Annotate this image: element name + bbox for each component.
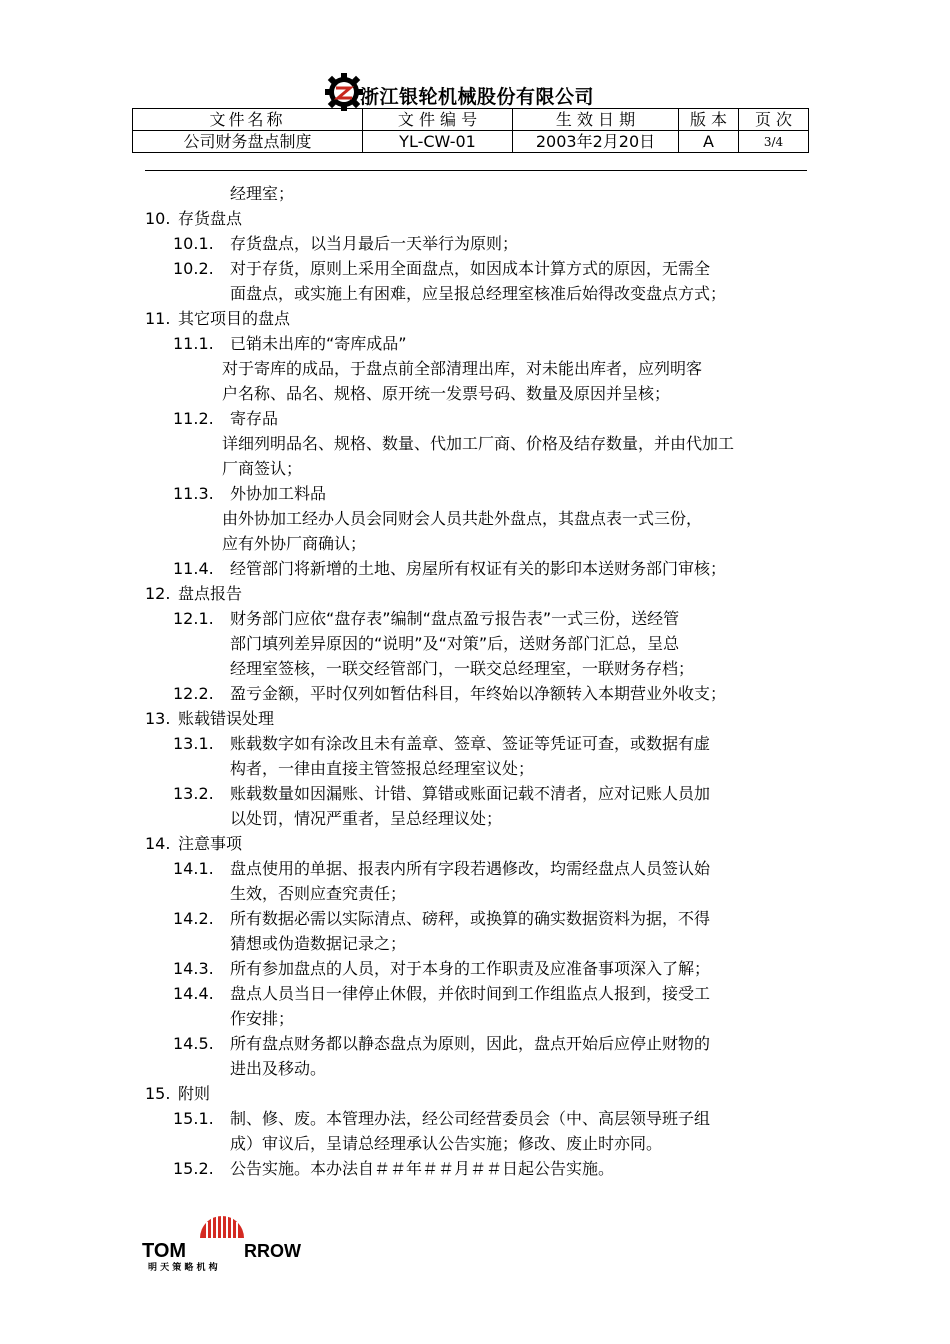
meta-value-page: 3/4 bbox=[739, 131, 809, 153]
section-number: 15. bbox=[145, 1084, 171, 1103]
item-number: 11.4. bbox=[173, 559, 214, 578]
item-text: 盘点使用的单据、报表内所有字段若遇修改，均需经盘点人员签认始 bbox=[230, 859, 711, 878]
item-text: 所有参加盘点的人员，对于本身的工作职责及应准备事项深入了解； bbox=[230, 959, 711, 978]
item-number: 14.5. bbox=[173, 1034, 214, 1053]
section-title: 存货盘点 bbox=[178, 209, 243, 228]
item-text: 对于寄库的成品，于盘点前全部清理出库，对未能出库者，应列明客 bbox=[222, 359, 703, 378]
item-number: 15.1. bbox=[173, 1109, 214, 1128]
item-number: 10.1. bbox=[173, 234, 214, 253]
item-text-continued: 以处罚，情况严重者，呈总经理议处； bbox=[230, 809, 503, 828]
item-text-continued: 户名称、品名、规格、原开统一发票号码、数量及原因并呈核； bbox=[222, 384, 671, 403]
item-text-continued: 猜想或伪造数据记录之； bbox=[230, 934, 407, 953]
item-number: 14.4. bbox=[173, 984, 214, 1003]
item-text-continued: 经理室签核，一联交经管部门，一联交总经理室，一联财务存档； bbox=[230, 659, 695, 678]
item-number: 10.2. bbox=[173, 259, 214, 278]
item-text: 盈亏金额，平时仅列如暂估科目，年终始以净额转入本期营业外收支； bbox=[230, 684, 727, 703]
document-header bbox=[320, 68, 660, 112]
meta-value-row bbox=[133, 131, 809, 153]
meta-label-date: 生 效 日 期 bbox=[513, 109, 679, 131]
section-title: 附则 bbox=[178, 1084, 211, 1103]
item-number: 14.3. bbox=[173, 959, 214, 978]
item-text: 经管部门将新增的土地、房屋所有权证有关的影印本送财务部门审核； bbox=[230, 559, 727, 578]
item-text: 所有数据必需以实际清点、磅秤，或换算的确实数据资料为据，不得 bbox=[230, 909, 711, 928]
item-title: 外协加工料品 bbox=[230, 484, 327, 503]
tomorrow-brand-logo bbox=[140, 1212, 305, 1272]
section-number: 14. bbox=[145, 834, 171, 853]
brand-left-text: TOM bbox=[142, 1240, 187, 1262]
item-number: 14.1. bbox=[173, 859, 214, 878]
item-number: 12.2. bbox=[173, 684, 214, 703]
section-number: 12. bbox=[145, 584, 171, 603]
item-number: 11.1. bbox=[173, 334, 214, 353]
item-text: 存货盘点，以当月最后一天举行为原则； bbox=[230, 234, 519, 253]
meta-value-version: A bbox=[679, 131, 739, 153]
item-text-continued: 面盘点，或实施上有困难，应呈报总经理室核准后始得改变盘点方式； bbox=[230, 284, 727, 303]
item-text-continued: 作安排； bbox=[230, 1009, 295, 1028]
item-title: 寄存品 bbox=[230, 409, 279, 428]
item-text: 由外协加工经办人员会同财会人员共赴外盘点，其盘点表一式三份， bbox=[222, 509, 703, 528]
item-number: 13.2. bbox=[173, 784, 214, 803]
meta-label-row bbox=[133, 109, 809, 131]
item-text-continued: 厂商签认； bbox=[222, 459, 303, 478]
section-title: 注意事项 bbox=[178, 834, 243, 853]
section-title: 账载错误处理 bbox=[178, 709, 275, 728]
item-number: 15.2. bbox=[173, 1159, 214, 1178]
item-number: 12.1. bbox=[173, 609, 214, 628]
meta-label-filename: 文件名称 bbox=[133, 109, 363, 131]
item-text-continued: 应有外协厂商确认； bbox=[222, 534, 367, 553]
section-title: 其它项目的盘点 bbox=[178, 309, 291, 328]
section-number: 13. bbox=[145, 709, 171, 728]
item-number: 11.3. bbox=[173, 484, 214, 503]
meta-label-fileno: 文 件 编 号 bbox=[363, 109, 513, 131]
item-text: 公告实施。本办法自＃＃年＃＃月＃＃日起公告实施。 bbox=[230, 1159, 615, 1178]
document-meta-table bbox=[132, 108, 809, 153]
item-number: 11.2. bbox=[173, 409, 214, 428]
meta-value-date: 2003年2月20日 bbox=[513, 131, 679, 153]
item-text: 账载数量如因漏账、计错、算错或账面记载不清者，应对记账人员加 bbox=[230, 784, 711, 803]
company-emblem-icon bbox=[324, 72, 364, 112]
item-text: 对于存货，原则上采用全面盘点，如因成本计算方式的原因，无需全 bbox=[230, 259, 711, 278]
item-text: 所有盘点财务都以静态盘点为原则，因此，盘点开始后应停止财物的 bbox=[230, 1034, 711, 1053]
item-text: 账载数字如有涂改且未有盖章、签章、签证等凭证可查，或数据有虚 bbox=[230, 734, 711, 753]
meta-label-page: 页 次 bbox=[739, 109, 809, 131]
item-text-continued: 部门填列差异原因的“说明”及“对策”后，送财务部门汇总，呈总 bbox=[230, 634, 680, 653]
item-text-continued: 进出及移动。 bbox=[230, 1059, 327, 1078]
item-text: 详细列明品名、规格、数量、代加工厂商、价格及结存数量，并由代加工 bbox=[222, 434, 735, 453]
item-text-continued: 成）审议后，呈请总经理承认公告实施；修改、废止时亦同。 bbox=[230, 1134, 663, 1153]
meta-value-fileno: YL-CW-01 bbox=[363, 131, 513, 153]
item-text-continued: 构者，一律由直接主管签报总经理室议处； bbox=[230, 759, 535, 778]
item-number: 14.2. bbox=[173, 909, 214, 928]
item-text: 盘点人员当日一律停止休假，并依时间到工作组监点人报到，接受工 bbox=[230, 984, 711, 1003]
item-text: 制、修、废。本管理办法，经公司经营委员会（中、高层领导班子组 bbox=[230, 1109, 711, 1128]
company-name: 浙江银轮机械股份有限公司 bbox=[360, 86, 595, 108]
header-bottom-rule bbox=[145, 170, 807, 171]
item-text: 财务部门应依“盘存表”编制“盘点盈亏报告表”一式三份，送经管 bbox=[230, 609, 680, 628]
meta-label-version: 版 本 bbox=[679, 109, 739, 131]
item-text-continued: 生效，否则应查究责任； bbox=[230, 884, 407, 903]
item-title: 已销未出库的“寄库成品” bbox=[230, 334, 407, 353]
section-number: 11. bbox=[145, 309, 171, 328]
section-title: 盘点报告 bbox=[178, 584, 243, 603]
building-icon bbox=[200, 1214, 244, 1260]
brand-tagline: 明 天 策 略 机 构 bbox=[148, 1263, 218, 1272]
meta-value-filename: 公司财务盘点制度 bbox=[133, 131, 363, 153]
brand-right-text: RROW bbox=[244, 1241, 301, 1261]
section-number: 10. bbox=[145, 209, 171, 228]
item-number: 13.1. bbox=[173, 734, 214, 753]
paragraph-continuation: 经理室； bbox=[230, 184, 295, 203]
